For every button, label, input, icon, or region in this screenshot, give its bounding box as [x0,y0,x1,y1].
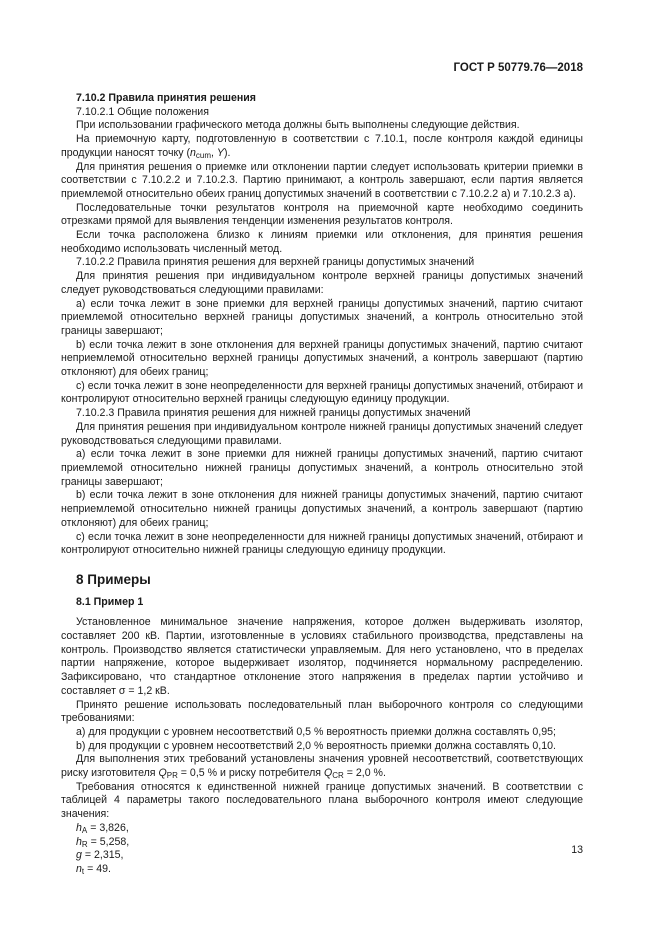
parameter-subscript: A [81,825,88,835]
parameter-value [61,822,583,836]
subsection-heading-7-10-2-2: 7.10.2.2 Правила принятия решения для верхней границы допустимых значений [76,256,475,269]
list-item: а) если точка лежит в зоне приемки для нижней границы допустимых значений, партию считают приемлемой относительно нижней границы допустимых значений, а контроль относительно этой границы завершают; [61,448,583,488]
subsection-heading-7-10-2-1: 7.10.2.1 Общие положения [76,105,209,118]
parameter-value-text: = 49. [84,862,111,875]
paragraph: Для принятия решения о приемке или отклонении партии следует использовать критерии приемки в соответствии с 7.10.2.2 и 7.10.2.3. Партию принимают, а контроль завершают, если партия является приемлемой относительно обеих границ допустимых значений в соответствии с 7.10.2.2 а) и 7.10.2.3 а). [61,160,583,200]
parameter-subscript: R [81,839,88,849]
paragraph: Последовательные точки результатов контроля на приемочной карте необходимо соединить отрезками прямой для выявления тенденции изменения результатов контроля. [61,201,583,228]
parameter-symbol: n [76,862,82,875]
paragraph-with-formula [61,133,583,160]
document-header: ГОСТ Р 50779.76—2018 [453,62,583,74]
parameter-value-text: = 5,258, [87,835,130,848]
paragraph: Для принятия решения при индивидуальном контроле нижней границы допустимых значений следует руководствоваться следующими правилами. [61,420,583,447]
parameter-value [61,836,583,850]
page-number: 13 [571,844,583,856]
paragraph-text: Для выполнения этих требований установлены значения уровней несоответствий, соответствующих риску изготовителя $Q_{PR} = 0,5$ % и риску потребителя $Q_{CR} = 2,0$ %. [61,753,583,781]
parameter-symbol: h [76,835,82,848]
list-item: а) для продукции с уровнем несоответствий 0,5 % вероятность приемки должна составлять 0,95; [76,725,556,738]
list-item: с) если точка лежит в зоне неопределенности для верхней границы допустимых значений, отбирают и контролируют относительно верхней границы следующую единицу продукции. [61,379,583,406]
list-item: b) для продукции с уровнем несоответствий 2,0 % вероятность приемки должна составлять 0,10. [76,739,556,752]
paragraph-with-formula [61,753,583,780]
paragraph-text: На приемочную карту, подготовленную в соответствии с 7.10.1, после контроля каждой единицы продукции наносят точку ($n_{cum}$, Y). [61,133,583,160]
parameter-symbol: h [76,821,82,834]
paragraph: При использовании графического метода должны быть выполнены следующие действия. [76,119,520,132]
document-body [61,92,583,877]
list-item: b) если точка лежит в зоне отклонения для нижней границы допустимых значений, партию считают неприемлемой относительно нижней границы допустимых значений, а контроль завершают (партию отклоняют) для обеих границ; [61,489,583,529]
paragraph: Установленное минимальное значение напряжения, которое должен выдерживать изолятор, составляет 200 кВ. Партии, изготовленные в условиях стабильного производства, представлены на контроль. Производство является статистически управляемым. Для него установлено, что в пределах партии напряжение, которое выдерживает изолятор, подчиняется нормальному распределению. Зафиксировано, что стандартное отклонение этого напряжения в пределах партии устойчиво и составляет σ = 1,2 кВ. [61,616,583,697]
parameter-values-list [61,822,583,877]
paragraph: Если точка расположена близко к линиям приемки или отклонения, для принятия решения необходимо использовать численный метод. [61,229,583,255]
section-heading-7-10-2: 7.10.2 Правила принятия решения [76,92,256,104]
subsection-heading-7-10-2-3: 7.10.2.3 Правила принятия решения для нижней границы допустимых значений [76,407,471,420]
paragraph: Требования относятся к единственной нижней границе допустимых значений. В соответствии с таблицей 4 параметры такого последовательного плана выборочного контроля имеют следующие значения: [61,780,583,821]
list-item: b) если точка лежит в зоне отклонения для верхней границы допустимых значений, партию считают неприемлемой относительно верхней границы допустимых значений, а контроль завершают (партию отклоняют) для обеих границ; [61,338,583,379]
parameter-subscript: t [81,866,85,876]
paragraph: Принято решение использовать последовательный план выборочного контроля со следующими требованиями: [61,698,583,725]
section-heading-8: 8 Примеры [76,571,151,587]
parameter-symbol: g [76,849,82,862]
subsection-heading-8-1: 8.1 Пример 1 [76,595,144,608]
parameter-value-text: = 2,315, [81,849,124,862]
list-item: а) если точка лежит в зоне приемки для верхней границы допустимых значений, партию считают приемлемой относительно верхней границы допустимых значений, а контроль относительно этой границы завершают; [61,297,583,337]
parameter-value [61,863,583,877]
list-item: с) если точка лежит в зоне неопределенности для нижней границы допустимых значений, отбирают и контролируют относительно нижней границы следующую единицу продукции. [61,530,583,557]
parameter-value [61,849,583,863]
paragraph: Для принятия решения при индивидуальном контроле верхней границы допустимых значений следует руководствоваться следующими правилами: [61,270,583,296]
parameter-value-text: = 3,826, [87,821,129,834]
